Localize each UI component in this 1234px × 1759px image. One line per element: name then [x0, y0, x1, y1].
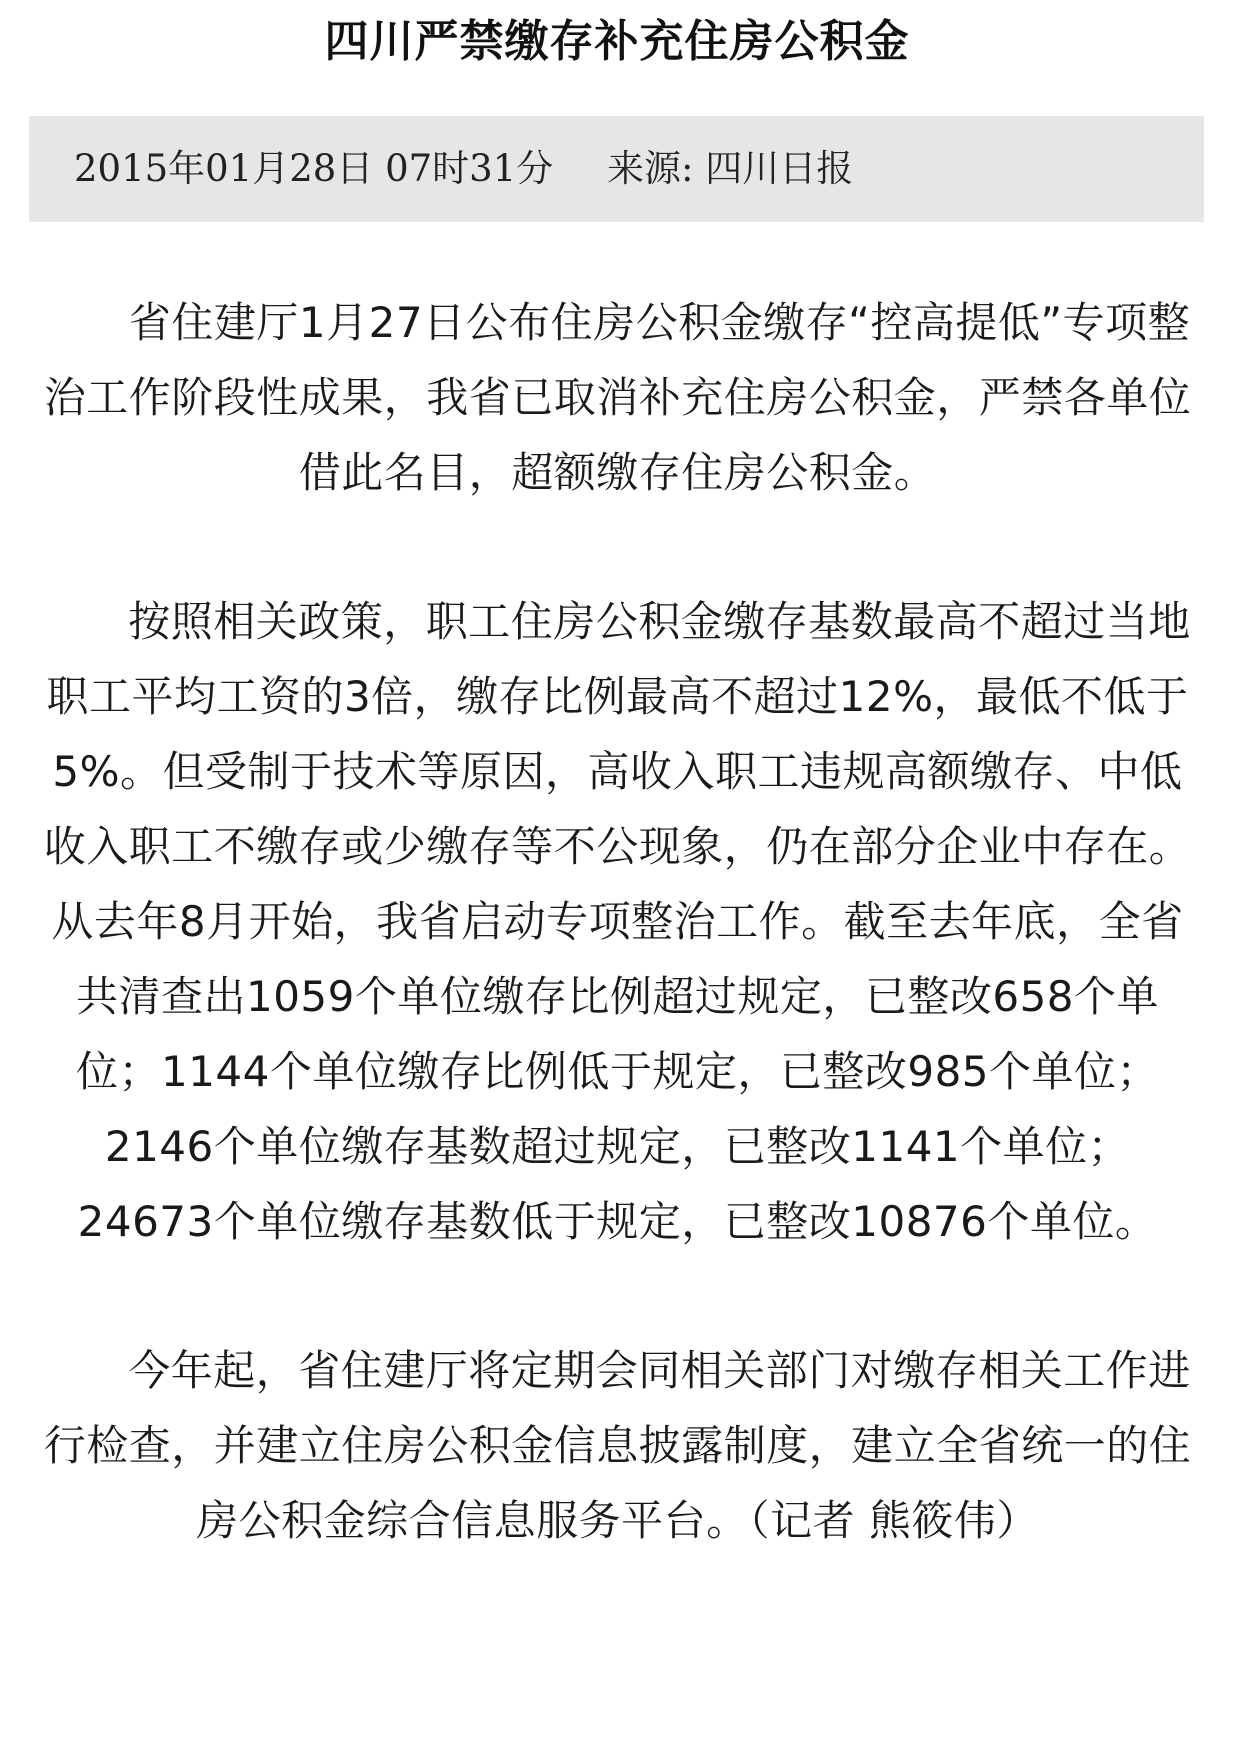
publish-datetime: 2015年01月28日 07时31分: [74, 147, 554, 190]
article-paragraph: 省住建厅1月27日公布住房公积金缴存“控高提低”专项整治工作阶段性成果，我省已取消补充住房公积金，严禁各单位借此名目，超额缴存住房公积金。: [43, 298, 1192, 497]
article-title: 四川严禁缴存补充住房公积金: [324, 16, 910, 67]
article-body: [40, 285, 1195, 1558]
article-paragraph: 今年起，省住建厅将定期会同相关部门对缴存相关工作进行检查，并建立住房公积金信息披露制度，建立全省统一的住房公积金综合信息服务平台。（记者 熊筱伟）: [43, 1346, 1192, 1545]
article-paragraph: 按照相关政策，职工住房公积金缴存基数最高不超过当地职工平均工资的3倍，缴存比例最高不超过12%，最低不低于5%。但受制于技术等原因，高收入职工违规高额缴存、中低收入职工不缴存或少缴存等不公现象，仍在部分企业中存在。从去年8月开始，我省启动专项整治工作。截至去年底，全省共清查出1059个单位缴存比例超过规定，已整改658个单位；1144个单位缴存比例低于规定，已整改985个单位；2146个单位缴存基数超过规定，已整改1141个单位；24673个单位缴存基数低于规定，已整改10876个单位。: [43, 597, 1192, 1246]
article-source: 来源: 四川日报: [607, 147, 854, 190]
article-meta-bar: [29, 116, 1204, 222]
